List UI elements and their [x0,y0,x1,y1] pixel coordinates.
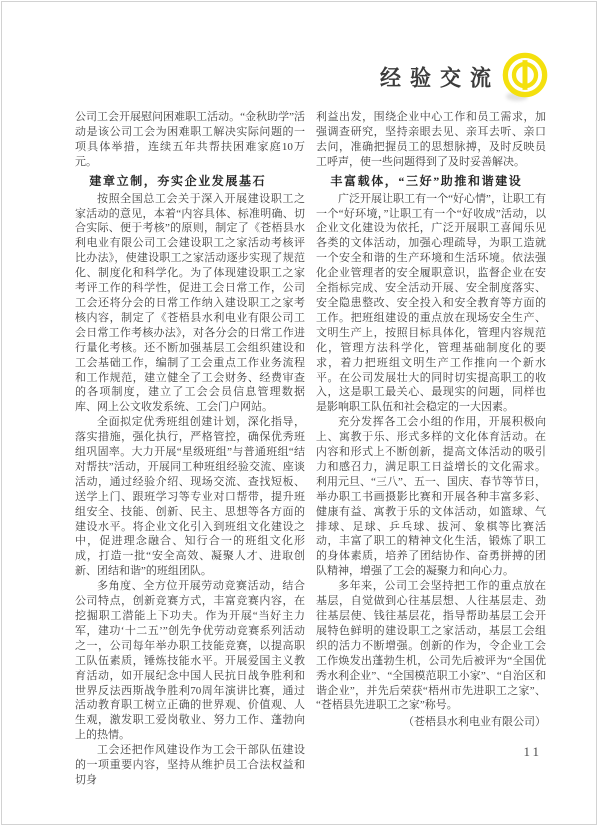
column-left [75,110,305,788]
paragraph: 全面拟定优秀班组创建计划，深化指导，落实措施，强化执行，严格管控，确保优秀班组巩固率。大力开展“星级班组”与普通班组“结对帮扶”活动，开展同工种班组经验交流、座谈活动，通过经验介绍、现场交流、查找短板、送学上门、跟班学习等专业对口帮带，提升班组安全、技能、创新、民主、思想等各方面的建设水平。将企业文化引入到班组文化建设之中，促进理念融合、知行合一的班组文化形成，打造一批“安全高效、凝聚人才、进取创新、团结和谐”的班组团队。 [75,416,305,578]
page-number: 11 [523,744,542,759]
paragraph: 充分发挥各工会小组的作用，开展积极向上、寓教于乐、形式多样的文化体育活动。在内容和形式上不断创新，提高文体活动的吸引力和感召力，满足职工日益增长的文化需求。利用元旦、“三八”、五一、国庆、春节等节日，举办职工书画摄影比赛和开展各种丰富多彩、健康有益、寓教于乐的文体活动，如篮球、气排球、足球、乒乓球、拔河、象棋等比赛活动，丰富了职工的精神文化生活，锻炼了职工的身体素质，培养了团结协作、奋勇拼搏的团队精神，增强了工会的凝聚力和向心力。 [316,416,546,578]
section-title: 经验交流 [380,65,500,91]
section-header [380,52,548,102]
section-heading: 丰富载体，“三好”助推和谐建设 [330,173,523,188]
paragraph: 工会还把作风建设作为工会干部队伍建设的一项重要内容，坚持从维护员工合法权益和切身 [75,744,305,786]
article-attribution: （苍梧县水利电业有限公司） [403,716,546,729]
paragraph: 多角度、全方位开展劳动竞赛活动，结合公司特点，创新竞赛方式，丰富竞赛内容，在挖掘职工潜能上下功夫。作为开展“当好主力军，建功‘十二五’”创先争优劳动竞赛系列活动之一，公司每年举办职工技能竞赛，以提高职工队伍素质，锤炼技能水平。开展爱国主义教育活动，如开展纪念中国人民抗日战争胜利和世界反法西斯战争胜利70周年演讲比赛，通过活动教育职工树立正确的世界观、价值观、人生观，激发职工爱岗敬业、努力工作、蓬勃向上的热情。 [75,580,305,742]
section-heading: 建章立制，夯实企业发展基石 [89,173,267,188]
paragraph: 利益出发，围绕企业中心工作和员工需求，加强调查研究，坚持亲眼去见、亲耳去听、亲口去问，准确把握员工的思想脉搏，及时反映员工呼声，使一些问题得到了及时妥善解决。 [316,111,546,168]
paragraph: 按照全国总工会关于深入开展建设职工之家活动的意见，本着“内容具体、标准明确、切合实际、便于考核”的原则，制定了《苍梧县水利电业有限公司工会建设职工之家活动考核评比办法》，使建设职工之家活动逐步实现了规范化、制度化和科学化。为了体现建设职工之家考评工作的科学性，促进工会日常工作，公司工会还将分会的日常工作纳入建设职工之家考核内容，制定了《苍梧县水利电业有限公司工会日常工作考核办法》，对各分会的日常工作进行量化考核。还不断加强基层工会组织建设和工会基础工作，编制了工会重点工作业务流程和工作规范，建立健全了工会财务、经费审查的各项制度，建立了工会会员信息管理数据库、网上公文收发系统、工会门户网站。 [75,192,305,414]
paragraph: 多年来，公司工会坚持把工作的重点放在基层，自觉做到心往基层想、人往基层走、劲往基层使、钱往基层花，指导帮助基层工会开展特色鲜明的建设职工之家活动，基层工会组织的活力不断增强。创新的作为，令企业工会工作焕发出蓬勃生机，公司先后被评为“全国优秀水利企业”、“全国模范职工小家”、“自治区和谐企业”，并先后荣获“梧州市先进职工之家”、“苍梧县先进职工之家”称号。 [316,580,546,712]
trade-union-emblem-icon [502,52,548,102]
column-right [316,110,546,788]
paragraph: 广泛开展让职工有一个“好心情”，让职工有一个“好环境，”让职工有一个“好收成”活动，以企业文化建设为依托，广泛开展职工喜闻乐见各类的文体活动，加强心理疏导，为职工造就一个安全和谐的生产环境和生活环境。依法强化企业管理者的安全履职意识，监督企业在安全指标完成、安全活动开展、安全制度落实、安全隐患整改、安全投入和安全教育等方面的工作。把班组建设的重点放在现场安全生产、文明生产上，按照目标具体化，管理内容规范化，管理方法科学化，管理基础制度化的要求，着力把班组文明生产工作推向一个新水平。在公司发展壮大的同时切实提高职工的收入，这是职工最关心、最现实的问题，同样也是影响职工队伍和社会稳定的一大因素。 [316,192,546,414]
paragraph: 公司工会开展慰问困难职工活动。“金秋助学”活动是该公司工会为困难职工解决实际问题的一项具体举措，连续五年共帮扶困难家庭10万元。 [75,111,305,168]
article-body [75,110,546,788]
